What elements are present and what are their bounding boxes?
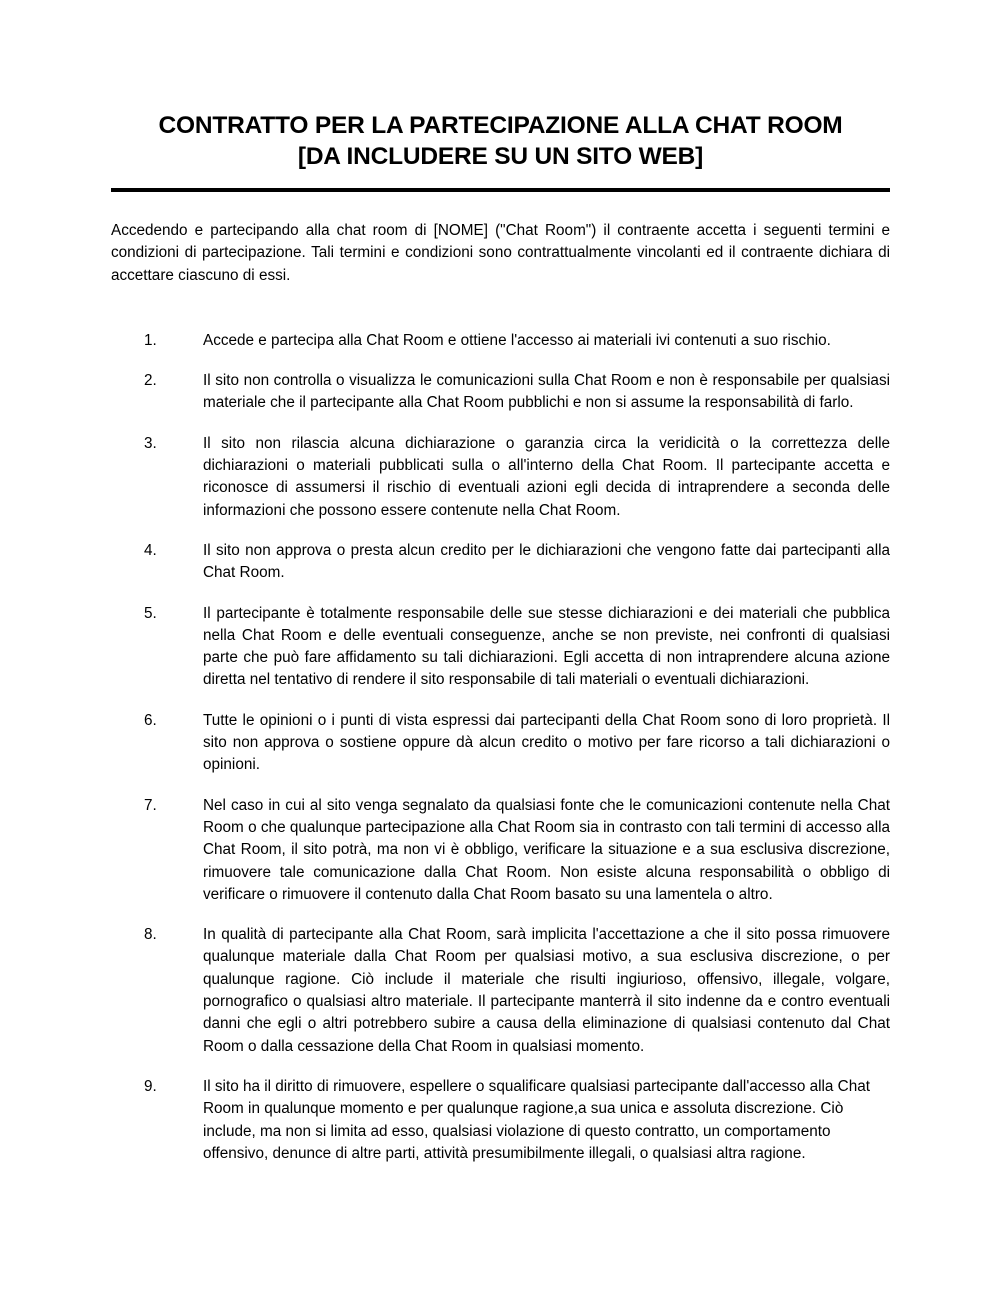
clause-text: Il sito non rilascia alcuna dichiarazione o garanzia circa la veridicità o la correttezza delle dichiarazioni o materiali pubblicati sulla o all'interno della Chat Room. Il partecipante accetta e riconosce di assumersi il rischio di eventuali azioni egli decida di intraprendere a seconda delle informazioni che possono essere contenute nella Chat Room. — [203, 434, 890, 519]
clause-text: Accede e partecipa alla Chat Room e ottiene l'accesso ai materiali ivi contenuti a suo rischio. — [203, 331, 831, 349]
document-body — [111, 0, 890, 1165]
clause-number: 1. — [144, 331, 157, 349]
clause-text: Il sito non controlla o visualizza le comunicazioni sulla Chat Room e non è responsabile per qualsiasi materiale che il partecipante alla Chat Room pubblichi e non si assume la responsabilità di farlo. — [203, 372, 890, 412]
intro-paragraph: Accedendo e partecipando alla chat room di [NOME] ("Chat Room") il contraente accetta i seguenti termini e condizioni di partecipazione. Tali termini e condizioni sono contrattualmente vincolanti ed il contraente dichiara di accettare ciascuno di essi. — [111, 222, 890, 284]
clause-number: 7. — [144, 796, 157, 814]
clause-item — [111, 330, 890, 352]
clause-number: 3. — [144, 434, 157, 452]
clause-item — [111, 795, 890, 906]
clause-item — [111, 540, 890, 585]
clause-item — [111, 1076, 890, 1165]
clause-list — [111, 330, 890, 1165]
clause-item — [111, 710, 890, 777]
clause-item — [111, 603, 890, 692]
clause-item — [111, 924, 890, 1058]
clause-text: Il sito non approva o presta alcun credito per le dichiarazioni che vengono fatte dai partecipanti alla Chat Room. — [203, 541, 890, 582]
page-title-line-2: [DA INCLUDERE SU UN SITO WEB] — [297, 143, 704, 170]
clause-text: Il sito ha il diritto di rimuovere, espellere o squalificare qualsiasi partecipante dall'accesso alla Chat Room in qualunque momento e per qualunque ragione,a sua unica e assoluta discrezione. Ciò include, ma non si limita ad esso, qualsiasi violazione di questo contratto, un comportamento offensivo, denunce di altre parti, attività presumibilmente illegali, o qualsiasi altra ragione. — [203, 1077, 870, 1162]
clause-number: 5. — [144, 604, 157, 622]
clause-item — [111, 433, 890, 522]
clause-text: In qualità di partecipante alla Chat Room, sarà implicita l'accettazione a che il sito possa rimuovere qualunque materiale dalla Chat Room per qualsiasi motivo, a sua esclusiva discrezione, o per qualunque ragione. Ciò include il materiale che risulti ingiurioso, offensivo, illegale, volgare, pornografico o qualsiasi altro materiale. Il partecipante manterrà il sito indenne da e contro eventuali danni che egli o altri potrebbero subire a causa della eliminazione di qualsiasi contenuto dal Chat Room o dalla cessazione della Chat Room in qualsiasi momento. — [203, 926, 890, 1055]
clause-text: Tutte le opinioni o i punti di vista espressi dai partecipanti della Chat Room sono di loro proprietà. Il sito non approva o sostiene oppure dà alcun credito o motivo per fare ricorso a tali dichiarazioni o opinioni. — [203, 711, 890, 774]
page-title — [111, 0, 890, 172]
clause-number: 4. — [144, 541, 157, 559]
clause-text: Il partecipante è totalmente responsabile delle sue stesse dichiarazioni e dei materiali che pubblica nella Chat Room e delle eventuali conseguenze, anche se non previste, nei confronti di qualsiasi parte che può fare affidamento su tali dichiarazioni. Egli accetta di non intraprendere alcuna azione diretta nel tentativo di rendere il sito responsabile di tali materiali o eventuali dichiarazioni. — [203, 604, 890, 689]
clause-text: Nel caso in cui al sito venga segnalato da qualsiasi fonte che le comunicazioni contenute nella Chat Room o che qualunque partecipazione alla Chat Room sia in contrasto con tali termini di accesso alla Chat Room, il sito potrà, ma non vi è obbligo, verificare la situazione e a sua esclusiva discrezione, rimuovere tale comunicazione dalla Chat Room. Non esiste alcuna responsabilità o obbligo di verificare o rimuovere il contenuto dalla Chat Room basato su una lamentela o altro. — [203, 796, 890, 903]
clause-number: 9. — [144, 1077, 157, 1095]
page-title-line-1: CONTRATTO PER LA PARTECIPAZIONE ALLA CHAT ROOM — [158, 112, 843, 139]
clause-number: 2. — [144, 372, 157, 390]
clause-number: 6. — [144, 711, 157, 729]
clause-number: 8. — [144, 926, 157, 944]
clause-item — [111, 370, 890, 415]
